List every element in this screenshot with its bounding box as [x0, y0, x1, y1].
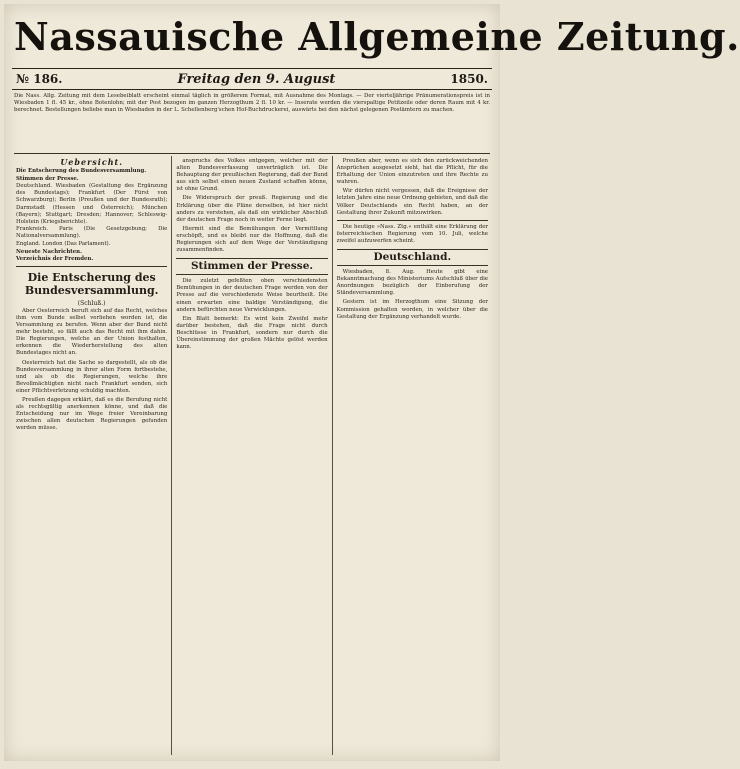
press-paragraph: Ein Blatt bemerkt: Es wird kein Zweifel mehr darüber bestehen, daß die Frage nicht durch Beschlüsse in Frankfurt, sondern nur durch die Übereinstimmung der großen Mächte gelöst werden kann. — [176, 315, 328, 351]
contents-title: Uebersicht. — [60, 157, 123, 167]
article-paragraph: Hiermit sind die Bemühungen der Vermittlung erschöpft, und es bleibt nur die Hoffnung, daß die Regierungen sich auf dem Wege der Verständigung zusammenfinden. — [176, 225, 328, 254]
contents-item: Neueste Nachrichten. — [16, 248, 82, 255]
column-2 — [171, 156, 331, 755]
contents-item: Frankreich. Paris (Die Gesetzgebung; Die Nationalversammlung). — [16, 226, 168, 240]
issue-number: № 186. — [16, 72, 63, 86]
issue-bar — [12, 68, 492, 90]
article-paragraph: Aber Oesterreich beruft sich auf das Recht, welches ihm vom Bunde selbst verliehen worden ist, die Versammlung zu berufen. Wenn aber der Bund nicht mehr besteht, so fällt auch das Recht mit ihm dahin. Die Regierungen, welche an der Union festhalten, erkennen die Wiederherstellung des alten Bundestages nicht an. — [16, 307, 168, 357]
notice-paragraph: Die heutige »Nass. Ztg.« enthält eine Erklärung der österreichischen Regierung vom 10. Juli, welche zweifel aufzuwerfen scheint. — [336, 223, 488, 244]
article-headline: Die Entscherung des Bundesversammlung. — [24, 270, 159, 297]
article-paragraph: Oesterreich hat die Sache so dargestellt, als ob die Bundesversammlung in ihrer alten Form fortbestehe, und als ob die Regierungen, welche ihre Bevollmächtigten nicht nach Frankfurt senden, sich einer Pflichtverletzung schuldig machten. — [16, 359, 168, 394]
contents-item: England. London (Das Parlament). — [16, 241, 111, 248]
press-paragraph: Die zuletzt gefeßten oben verschiedensten Bemühungen in der deutschen Frage werden von der Presse auf die verschiedenste Weise beurtheilt. Die einen erwarten eine baldige Verständigung, die andern befürchten neue Verwicklungen. — [176, 278, 328, 313]
issue-year: 1850. — [450, 72, 488, 86]
germany-paragraph: Wiesbaden, 8. Aug. Heute gibt eine Bekanntmachung des Ministeriums Aufschluß über die Anordnungen bezüglich der Einberufung der Ständeversammlung. — [336, 269, 488, 297]
article-paragraph: anspruchs des Volkes entgegen, welcher mit der alten Bundesverfassung unverträglich ist. Die Behauptung der preußischen Regierung, daß der Bund aus sich selbst einen neuen Zustand schaffen könne, ist ohne Grund. — [176, 158, 328, 193]
article-paragraph: Preußen aber, wenn es sich den zurückweichenden Ansprüchen ausgesetzt sieht, hat die Pflicht, für die Erhaltung der Union einzutreten und ihre Rechte zu wahren. — [336, 158, 488, 186]
newspaper-page — [4, 4, 740, 761]
article-paragraph: Preußen dagegen erklärt, daß es die Berufung nicht als rechtsgültig anerkennen könne, und daß die Entscheidung nur im Wege freier Vereinbarung zwischen allen deutschen Regierungen gefunden werden müsse. — [16, 397, 168, 432]
column-1 — [12, 156, 171, 755]
germany-paragraph: Gestern ist im Herzogthum eine Sitzung der Kommission gehalten worden, in welcher über die Gestaltung der Ergänzung verhandelt wurde. — [336, 299, 488, 320]
article-columns — [12, 156, 492, 755]
column-divider — [337, 220, 488, 221]
contents-item: Stimmen der Presse. — [16, 175, 79, 182]
article-paragraph: Wir dürfen nicht vergessen, daß die Ereignisse der letzten Jahre eine neue Ordnung gebieten, und daß die Völker Deutschlands ein Recht haben, an der Gestaltung ihrer Zukunft mitzuwirken. — [336, 188, 488, 216]
article-dateline: (Schluß.) — [77, 299, 106, 307]
contents-item: Deutschland. Wiesbaden (Gestaltung des Ergänzung des Bundestags); Frankfurt (Der Fürst von Schwarzburg); Berlin (Preußen und der Bundesrath); Darmstadt (Hessen und Österreich); München (Bayern); Stuttgart; Dresden; Hannover; Schleswig-Holstein (Kriegsberichte). — [16, 183, 168, 225]
germany-heading: Deutschland. — [337, 249, 488, 266]
press-heading: Stimmen der Presse. — [176, 258, 327, 275]
article-paragraph: Die Widerspruch der preuß. Regierung und die Erklärung über die Pläne derselben, ist hier nicht anders zu verstehen, als daß ein wirklicher Abschluß der deutschen Frage noch in weiter Ferne liegt. — [176, 195, 328, 223]
table-of-contents — [16, 159, 167, 267]
issue-date: Freitag den 9. August — [177, 71, 336, 87]
contents-item: Verzeichnis der Fremden. — [16, 256, 94, 263]
newspaper-masthead: Nassauische Allgemeine Zeitung. — [14, 14, 740, 59]
subscription-notice: Die Nass. Allg. Zeitung mit dem Lesebeiblatt erscheint einmal täglich in größerem Format, mit Ausnahme des Montags. — Der vierteljährige Pränumerationspreis ist in Wiesbaden 1 fl. 45 kr., ohne Botenlohn; mit der Post bezogen im ganzen Herzogthum 2 fl. 10 kr. — Inserate werden die vierspaltige Petitzeile oder deren Raum mit 4 kr. berechnet. Bestellungen beliebe man in Wiesbaden in der L. Schellenberg'schen Hof-Buchdruckerei, auswärts bei den nächst gelegenen Postämtern zu machen. — [14, 93, 490, 154]
column-3 — [332, 156, 492, 755]
contents-item: Die Entscherung des Bundesversammlung. — [16, 168, 147, 175]
